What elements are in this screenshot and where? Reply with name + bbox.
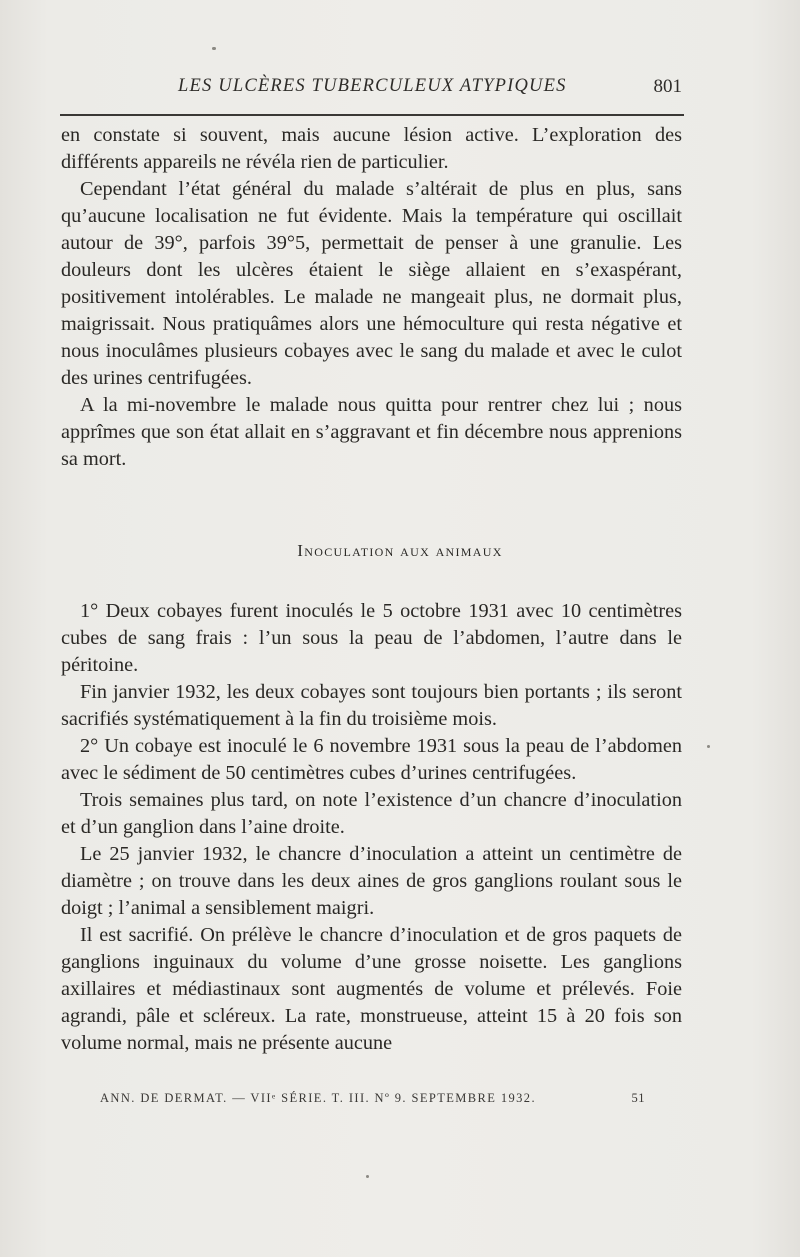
paragraph: Le 25 janvier 1932, le chancre d’inoculation a atteint un centimètre de diamètre ; on trouve dans les deux aines de gros ganglions roulant sous le doigt ; l’animal a sensiblement maigri. (61, 843, 682, 919)
page-header (60, 76, 686, 102)
paragraph: Fin janvier 1932, les deux cobayes sont toujours bien portants ; ils seront sacrifiés systématiquement à la fin du troisième mois. (61, 681, 682, 730)
body-text-top (61, 122, 682, 473)
paragraph: Cependant l’état général du malade s’altérait de plus en plus, sans qu’aucune localisation ne fut évidente. Mais la température qui oscillait autour de 39°, parfois 39°5, permettait de penser à une granulie. Les douleurs dont les ulcères étaient le siège allaient en s’exaspérant, positivement intolérables. Le malade ne mangeait plus, ne dormait plus, maigrissait. Nous pratiquâmes alors une hémoculture qui resta négative et nous inoculâmes plusieurs cobayes avec le sang du malade et avec le culot des urines centrifugées. (61, 178, 682, 389)
paragraph: 1° Deux cobayes furent inoculés le 5 octobre 1931 avec 10 centimètres cubes de sang frais : l’un sous la peau de l’abdomen, l’autre dans le péritoine. (61, 600, 682, 676)
paper-speck (366, 1175, 369, 1178)
body-text-bottom (61, 598, 682, 1057)
journal-citation: ANN. DE DERMAT. — VIIᵉ SÉRIE. T. III. Nº 9. SEPTEMBRE 1932. (100, 1091, 536, 1105)
paragraph: 2° Un cobaye est inoculé le 6 novembre 1931 sous la peau de l’abdomen avec le sédiment de 50 centimètres cubes d’urines centrifugées. (61, 735, 682, 784)
paragraph: Il est sacrifié. On prélève le chancre d’inoculation et de gros paquets de ganglions inguinaux du volume d’une grosse noisette. Les ganglions axillaires et médiastinaux sont augmentés de volume et prélevés. Foie agrandi, pâle et scléreux. La rate, monstrueuse, atteint 15 à 20 fois son volume normal, mais ne présente aucune (61, 924, 682, 1054)
running-title: LES ULCÈRES TUBERCULEUX ATYPIQUES (178, 76, 567, 96)
paragraph: en constate si souvent, mais aucune lésion active. L’exploration des différents appareils ne révéla rien de particulier. (61, 124, 682, 173)
header-rule (60, 114, 684, 116)
paper-speck (707, 745, 710, 748)
page-footer (100, 1091, 660, 1106)
paragraph: Trois semaines plus tard, on note l’existence d’un chancre d’inoculation et d’un ganglion dans l’aine droite. (61, 789, 682, 838)
signature-number: 51 (631, 1091, 645, 1105)
paragraph: A la mi-novembre le malade nous quitta pour rentrer chez lui ; nous apprîmes que son état allait en s’aggravant et fin décembre nous apprenions sa mort. (61, 394, 682, 470)
paper-speck (212, 47, 216, 50)
section-heading: Inoculation aux animaux (297, 541, 503, 560)
page-number: 801 (653, 76, 682, 97)
